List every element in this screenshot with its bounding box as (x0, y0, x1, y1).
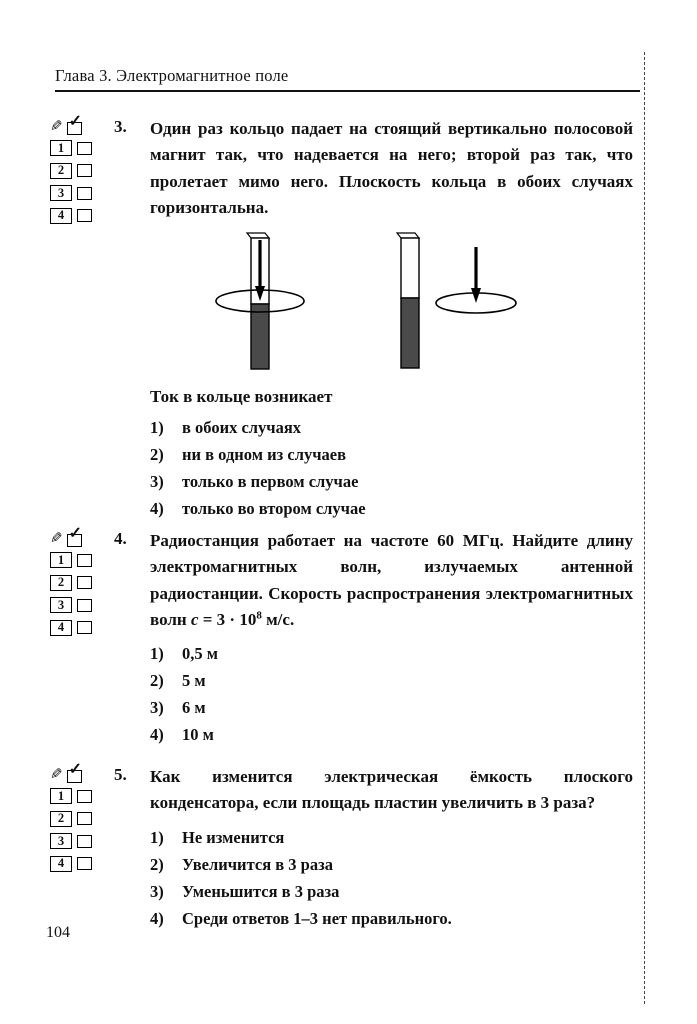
pencil-icon: ✎ (50, 767, 63, 783)
question-5 (0, 761, 697, 937)
answer-checkbox-1[interactable] (77, 554, 92, 567)
question-4 (0, 525, 697, 753)
answer-row-1 (50, 788, 102, 804)
options-list (150, 645, 633, 744)
answer-checkbox-1[interactable] (77, 142, 92, 155)
answer-row-4 (50, 208, 102, 224)
magnet-top-face (397, 233, 419, 238)
answer-row-3 (50, 185, 102, 201)
answer-number: 1 (50, 140, 72, 156)
sample-checkbox-checked[interactable] (67, 525, 82, 547)
question-number: 3. (114, 117, 127, 136)
answer-row-4 (50, 856, 102, 872)
answer-checkbox-3[interactable] (77, 599, 92, 612)
magnets-illustration (214, 231, 526, 381)
answer-number: 2 (50, 575, 72, 591)
page-number: 104 (46, 924, 70, 941)
answer-row-3 (50, 597, 102, 613)
question-text: Радиостанция работает на частоте 60 МГц. Найдите длину электромагнитных волн, излучаемых антенной радиостанции. Скорость распространения электромагнитных волн $c = 3 \cdot 10^8$ м/с. (150, 531, 633, 630)
answer-row-2 (50, 163, 102, 179)
answer-panel-q3 (50, 113, 102, 230)
bar-magnet-top (401, 238, 419, 298)
option-2: 2) 5 м (150, 671, 206, 691)
magnet-ring-beside (397, 233, 516, 368)
answer-panel-q5 (50, 761, 102, 878)
answer-number: 3 (50, 597, 72, 613)
check-icon: ✓ (68, 113, 82, 130)
formula-exponent: 8 (256, 609, 262, 622)
check-icon: ✓ (68, 761, 82, 778)
options-list (150, 419, 633, 518)
answer-number: 4 (50, 620, 72, 636)
option-2: 2) ни в одном из случаев (150, 445, 346, 465)
sample-checkbox-checked[interactable] (67, 761, 82, 783)
option-3: 3) только в первом случае (150, 472, 359, 492)
answer-checkbox-4[interactable] (77, 857, 92, 870)
question-prompt: Ток в кольце возникает (150, 387, 333, 407)
header-rule (55, 90, 640, 92)
option-4: 4) только во втором случае (150, 499, 366, 519)
option-3: 3) Уменьшится в 3 раза (150, 881, 340, 901)
answer-row-3 (50, 833, 102, 849)
answer-checkbox-4[interactable] (77, 209, 92, 222)
answer-panel-header (50, 761, 102, 783)
option-3: 3) 6 м (150, 698, 206, 718)
answer-row-1 (50, 140, 102, 156)
options-list (150, 829, 633, 928)
answer-row-4 (50, 620, 102, 636)
question-text: Как изменится электрическая ёмкость плоского конденсатора, если площадь пластин увеличить в 3 раза? (150, 767, 633, 813)
sample-checkbox-checked[interactable] (67, 113, 82, 135)
answer-number: 1 (50, 788, 72, 804)
down-arrow-head (471, 288, 481, 303)
magnet-with-ring (216, 233, 304, 369)
answer-panel-header (50, 113, 102, 135)
answer-panel-q4 (50, 525, 102, 642)
question-number: 5. (114, 765, 127, 784)
answer-checkbox-3[interactable] (77, 187, 92, 200)
question-3 (0, 113, 697, 527)
answer-checkbox-2[interactable] (77, 812, 92, 825)
question-number: 4. (114, 529, 127, 548)
option-2: 2) Увеличится в 3 раза (150, 854, 333, 874)
option-1: 1) 0,5 м (150, 644, 218, 664)
answer-number: 4 (50, 856, 72, 872)
option-1: 1) Не изменится (150, 827, 285, 847)
answer-checkbox-4[interactable] (77, 621, 92, 634)
option-4: 4) 10 м (150, 725, 214, 745)
bar-magnet-bottom (401, 298, 419, 368)
answer-number: 3 (50, 185, 72, 201)
pencil-icon: ✎ (50, 531, 63, 547)
answer-row-2 (50, 811, 102, 827)
option-4: 4) Среди ответов 1–3 нет правильного. (150, 908, 452, 928)
magnet-top-face (247, 233, 269, 238)
answer-panel-header (50, 525, 102, 547)
answer-number: 2 (50, 163, 72, 179)
pencil-icon: ✎ (50, 119, 63, 135)
answer-row-2 (50, 575, 102, 591)
bar-magnet-bottom (251, 304, 269, 369)
option-1: 1) в обоих случаях (150, 418, 302, 438)
answer-checkbox-1[interactable] (77, 790, 92, 803)
chapter-title: Глава 3. Электромагнитное поле (55, 66, 289, 85)
answer-number: 4 (50, 208, 72, 224)
check-icon: ✓ (68, 525, 82, 542)
formula-unit: м/с. (261, 610, 295, 630)
answer-row-1 (50, 552, 102, 568)
answer-checkbox-2[interactable] (77, 164, 92, 177)
formula-variable: c (190, 610, 199, 630)
answer-number: 1 (50, 552, 72, 568)
answer-checkbox-3[interactable] (77, 835, 92, 848)
question-text: Один раз кольцо падает на стоящий вертикально полосовой магнит так, что надевается на него; второй раз так, что пролетает мимо него. Плоскость кольца в обоих случаях горизонтальна. (150, 119, 633, 218)
answer-number: 3 (50, 833, 72, 849)
answer-number: 2 (50, 811, 72, 827)
formula-body: = 3 · 10 (198, 610, 257, 630)
answer-checkbox-2[interactable] (77, 576, 92, 589)
